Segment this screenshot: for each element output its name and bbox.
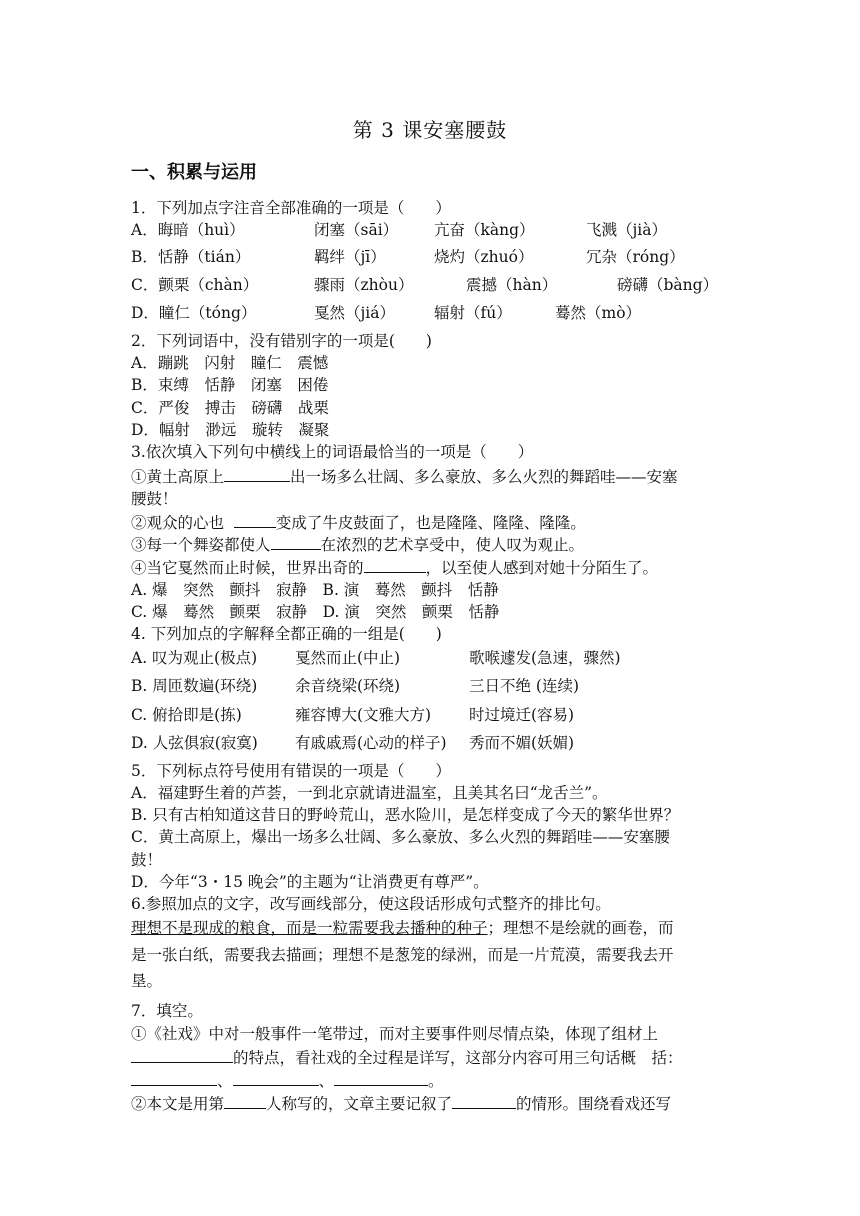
q7-line2-text: 的特点，看社戏的全过程是详写，这部分内容可用三句话概 括：: [233, 1049, 683, 1067]
question-3-sentence-1-cont: 腰鼓！: [131, 490, 178, 508]
question-6-passage-line-1: [131, 917, 731, 939]
answer-blank[interactable]: [224, 465, 290, 482]
answer-blank[interactable]: [131, 1046, 233, 1063]
q4-b-1: B. 周匝数遍(环绕): [131, 677, 258, 695]
q7-end: 。: [428, 1072, 444, 1090]
q1-b-2: 羁绊（jī）: [314, 248, 386, 266]
q4-d-1: D. 人弦俱寂(寂寞): [131, 734, 258, 752]
question-4-option-d: [131, 732, 731, 756]
question-7-item-1: ①《社戏》中对一般事件一笔带过，而对主要事件则尽情点染，体现了组材上: [131, 1025, 659, 1043]
q4-d-3: 秀而不媚(妖媚): [469, 734, 575, 752]
question-1-option-a: [131, 219, 731, 243]
q4-a-2: 戛然而止(中止): [295, 649, 401, 667]
q1-a-3: 亢奋（kàng）: [434, 221, 535, 239]
question-3-sentence-2: [131, 511, 731, 534]
q1-d-1: D．瞳仁（tóng）: [131, 304, 257, 322]
q3-s4-part2: ，以至使人感到对她十分陌生了。: [425, 559, 659, 577]
question-6-passage-line-3: 垦。: [131, 972, 163, 990]
q3-s4-part1: ④当它戛然而止时候，世界出奇的: [131, 559, 364, 577]
answer-blank[interactable]: [131, 1069, 217, 1086]
question-3-options-cd: C. 爆 蓦然 颤栗 寂静 D. 演 突然 颤栗 恬静: [131, 603, 500, 621]
q7-sep-1: 、: [217, 1072, 233, 1090]
answer-blank[interactable]: [364, 556, 426, 573]
q7-item2-part1: ②本文是用第: [131, 1095, 225, 1113]
answer-blank[interactable]: [234, 511, 276, 528]
question-3-stem: 3.依次填入下列句中横线上的词语最恰当的一项是（ ）: [131, 443, 534, 461]
q1-b-1: B．恬静（tián）: [131, 248, 251, 266]
question-3-options-ab: A. 爆 突然 颤抖 寂静 B. 演 蓦然 颤抖 恬静: [131, 581, 499, 599]
q1-c-1: C．颤栗（chàn）: [131, 276, 259, 294]
question-7-stem: 7．填空。: [131, 1002, 203, 1020]
q3-s2-part2: 变成了牛皮鼓面了，也是隆隆、隆隆、隆隆。: [275, 514, 586, 532]
question-1-option-d: [131, 302, 731, 326]
q4-c-2: 雍容博大(文雅大方): [295, 706, 432, 724]
question-5-option-d: D．今年“3・15 晚会”的主题为“让消费更有尊严”。: [131, 873, 489, 891]
underlined-sentence: 理想不是现成的粮食，而是一粒需要我去播种的种子: [131, 919, 488, 937]
question-7-item-1-line-3: [131, 1069, 731, 1092]
answer-blank[interactable]: [334, 1069, 428, 1086]
question-7-item-2: [131, 1092, 731, 1115]
question-5-stem: 5．下列标点符号使用有错误的一项是（ ）: [131, 762, 451, 780]
question-6-stem: 6.参照加点的文字，改写画线部分，使这段话形成句式整齐的排比句。: [131, 895, 611, 913]
q1-d-3: 辐射（fú）: [434, 304, 512, 322]
question-2-option-d: D．幅射 渺远 璇转 凝聚: [131, 421, 330, 439]
question-2-stem: 2．下列词语中，没有错别字的一项是( ): [131, 332, 432, 350]
q7-item2-part2: 人称写的，文章主要记叙了: [266, 1095, 453, 1113]
question-3-sentence-3: [131, 533, 731, 556]
question-3-sentence-4: [131, 556, 731, 579]
q4-d-2: 有戚戚焉(心动的样子): [295, 734, 447, 752]
question-5-option-c-cont: 鼓！: [131, 851, 163, 869]
question-1-stem: 1．下列加点字注音全部准确的一项是（ ）: [131, 199, 451, 217]
answer-blank[interactable]: [233, 1069, 319, 1086]
q7-sep-2: 、: [318, 1072, 335, 1090]
question-3-sentence-1: [131, 465, 731, 488]
q7-item2-part3: 的情形。围绕看戏还写: [516, 1095, 672, 1113]
q1-c-3: 震撼（hàn）: [466, 276, 558, 294]
page-title: 第 3 课安塞腰鼓: [352, 118, 508, 142]
question-6-passage-line-2: 是一张白纸，需要我去描画；理想不是葱笼的绿洲，而是一片荒漠，需要我去开: [131, 946, 674, 964]
question-4-option-a: [131, 647, 731, 671]
q1-a-2: 闭塞（sāi）: [314, 221, 399, 239]
question-5-option-c: C．黄土高原上，爆出一场多么壮阔、多么豪放、多么火烈的舞蹈哇——安塞腰: [131, 828, 670, 846]
q1-a-4: 飞溅（jià）: [586, 221, 668, 239]
question-5-option-b: B. 只有古柏知道这昔日的野岭荒山，恶水险川，是怎样变成了今天的繁华世界？: [131, 806, 680, 824]
question-2-option-a: A．蹦跳 闪射 瞳仁 震憾: [131, 354, 329, 372]
question-2-option-c: C．严俊 搏击 磅礴 战栗: [131, 399, 329, 417]
q4-a-1: A. 叹为观止(极点): [131, 649, 258, 667]
answer-blank[interactable]: [271, 533, 321, 550]
section-heading: 一、积累与运用: [131, 162, 257, 183]
question-4-stem: 4. 下列加点的字解释全都正确的一组是( ): [131, 625, 442, 643]
q3-s2-part1: ②观众的心也: [131, 514, 225, 532]
q1-c-2: 骤雨（zhòu）: [314, 276, 414, 294]
q3-s3-part2: 在浓烈的艺术享受中，使人叹为观止。: [320, 536, 585, 554]
question-4-option-c: [131, 704, 731, 728]
question-2-option-b: B．束缚 恬静 闭塞 困倦: [131, 376, 329, 394]
question-5-option-a: A．福建野生着的芦荟，一到北京就请进温室，且美其名曰“龙舌兰”。: [131, 784, 608, 802]
q4-c-1: C. 俯拾即是(拣): [131, 706, 242, 724]
answer-blank[interactable]: [452, 1092, 516, 1109]
q1-d-2: 戛然（jiá）: [314, 304, 396, 322]
question-1-option-b: [131, 246, 731, 270]
q1-c-4: 磅礴（bàng）: [617, 276, 719, 294]
q3-s3-part1: ③每一个舞姿都使人: [131, 536, 271, 554]
question-7-item-1-line-2: [131, 1046, 731, 1069]
question-1-option-c: [131, 274, 731, 298]
q4-b-2: 余音绕梁(环绕): [295, 677, 401, 695]
q4-a-3: 歌喉遽发(急速，骤然): [469, 649, 621, 667]
q1-b-4: 冗杂（róng）: [586, 248, 685, 266]
q1-b-3: 烧灼（zhuó）: [434, 248, 534, 266]
q4-c-3: 时过境迁(容易): [469, 706, 575, 724]
q4-b-3: 三日不绝 (连续): [469, 677, 580, 695]
answer-blank[interactable]: [224, 1092, 266, 1109]
q1-d-4: 蓦然（mò）: [555, 304, 642, 322]
q1-a-1: A．晦暗（huì）: [131, 221, 245, 239]
q3-s1-part1: ①黄土高原上: [131, 468, 225, 486]
q6-line1-rest: ；理想不是绘就的画卷，而: [487, 919, 674, 937]
q3-s1-part2: 出一场多么壮阔、多么豪放、多么火烈的舞蹈哇——安塞: [290, 468, 678, 486]
question-4-option-b: [131, 675, 731, 699]
